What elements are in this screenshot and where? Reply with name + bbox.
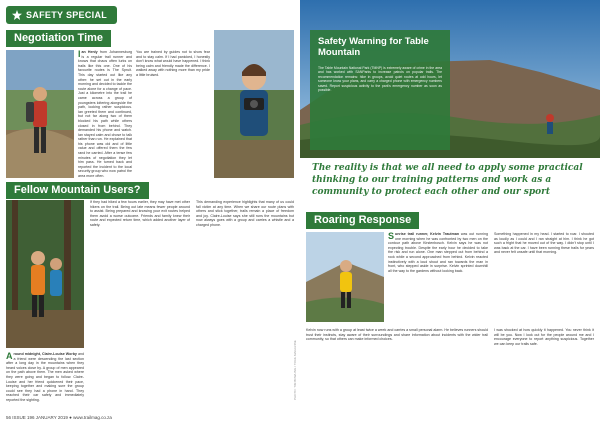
story2-intro-name: round midnight, Claire-Louise Worby xyxy=(13,352,77,356)
story3-column-3 xyxy=(306,328,488,410)
story2-column-3 xyxy=(196,200,294,410)
story2-body-b: If they had hiked a few hours earlier, they may have met other hikers on the trail. Being out late means fewer people around to assist. Being prepared and knowing your exit routes helped them avoid a worse outcome. Friends and family knew their route and expected return time, which added another layer of safety. xyxy=(90,200,190,227)
dropcap-a: A xyxy=(6,351,13,361)
story3-body: was out running one morning when he was confronted by two men on the contour path above Kirstenbosch. Kelvin says he was not expecting trouble. Despite the early hour he decided to take the risk and run alone. One man stepped out from behind a rock while a second approached from behind. Kelvin reacted instinctively with a loud shout and ran towards the man in front, who stepped aside in surprise. Kelvin sprinted downhill all the way to the gardens without looking back. xyxy=(388,232,489,273)
heading-negotiation-time: Negotiation Time xyxy=(6,30,111,47)
story3-column-4 xyxy=(494,328,594,410)
story1-quote: You are trained by guides not to show fear and to stay calm. If I had panicked, I honestly don't know what would have happened. I think being calm and friendly made the difference. I walked away with nothing more than my pride a little bruised. xyxy=(136,50,210,77)
photo-credit: PHOTO: TIM BOWLING / TRAIL MAGAZINE xyxy=(293,340,297,400)
story1-intro-name: an Henly xyxy=(81,50,98,54)
section-tag-label: SAFETY SPECIAL xyxy=(26,10,108,20)
story3-column-2 xyxy=(494,232,594,322)
story2-body: and a friend were descending the last section after a long day in the mountains when they heard voices close by. A group of men appeared on the path above them. The men asked where they were going and began to follow. Claire-Louise and her friend quickened their pace, keeping together and making sure the group could see they had a phone in hand. They reached their car safely and immediately reported the sighting. xyxy=(6,352,85,402)
pull-quote: The reality is that we all need to apply some practical thinking to our training patterns and work as a community to protect each other and our sport xyxy=(312,163,583,197)
page-footer: 56 ISSUE 196 JANUARY 2019 ● www.trailmag.co.za xyxy=(6,415,112,420)
photo-runners-forest xyxy=(6,200,84,348)
dropcap-s: S xyxy=(388,231,395,241)
story3-intro-name: unrise trail runner, Kelvin Trautman xyxy=(395,232,460,236)
story2-column-2 xyxy=(90,200,190,410)
story1-column-2 xyxy=(136,50,210,178)
photo-runner-portrait xyxy=(214,30,294,178)
story1-column-1 xyxy=(78,50,132,178)
heading-roaring-response: Roaring Response xyxy=(306,212,419,229)
photo-trail-runner xyxy=(306,232,384,322)
story3-body-b: Something happened in my head. I started to roar. I shouted as loudly as I could and I ran straight at him. I think he got such a fright that he moved out of the way. I didn't stop until I was back at the car. I have been running these trails for years and never felt unsafe until that morning. xyxy=(494,232,594,255)
section-tag-left xyxy=(6,6,117,24)
story2-body-c: This demanding experience highlights that many of us could fall victim at any time. When we share our route plans with others and stick together, trails remain a place of freedom and joy. Claire-Louise says she still runs the mountains but now always goes with a group and carries a whistle and a charged phone. xyxy=(196,200,294,227)
safety-warning-body: The Table Mountain National Park (TMNP) is extremely aware of crime in the area and has worked with SANParks to increase patrols on popular trails. The recommendation remains: hike in groups, avoid quiet routes at odd hours, let someone know your plans, and carry a charged phone with emergency numbers saved. Report suspicious activity to the park's emergency number as soon as possible. xyxy=(318,66,442,93)
story3-column-1 xyxy=(388,232,488,322)
story3-body-c: Kelvin now runs with a group at least twice a week and carries a small personal alarm. He believes runners should trust their instincts, stay aware of their surroundings and share information about incidents with the wider trail community, so that others can make informed choices. xyxy=(306,328,488,342)
safety-warning-title: Safety Warning for Table Mountain xyxy=(318,36,429,58)
star-icon xyxy=(12,10,22,20)
dropcap-i: I xyxy=(78,49,81,59)
story2-column-1 xyxy=(6,352,84,410)
story3-body-d: I was shocked at how quickly it happened. You never think it will be you. Now I look out for the people around me and I encourage everyone to report anything suspicious. Together we can keep our trails safe. xyxy=(494,328,594,346)
photo-hiker-trail xyxy=(6,50,74,178)
story1-body: from Johannesburg is a regular trail runner and knows that chaos often lurks on trails like this one. One of his favourite routes is The Spruit. This day started out like any other: he set out in the early morning and decided to tackle the route alone for a change of pace. Just a kilometre into the trail he came across a group of youngsters loitering alongside the path, looking rather suspicious. Ian greeted them and continued, but not far along two of them blocked his path while others closed in from behind. They demanded his phone and watch. Ian stayed calm and chose to talk rather than run. He explained that his phone was old and of little value and offered them the few rand he carried. After a tense few minutes of negotiation they let him pass. He turned back and reported the incident to the local security group who now patrol the area more often. xyxy=(78,50,133,179)
safety-warning-box xyxy=(310,30,450,150)
heading-fellow-mountain-users: Fellow Mountain Users? xyxy=(6,182,149,199)
